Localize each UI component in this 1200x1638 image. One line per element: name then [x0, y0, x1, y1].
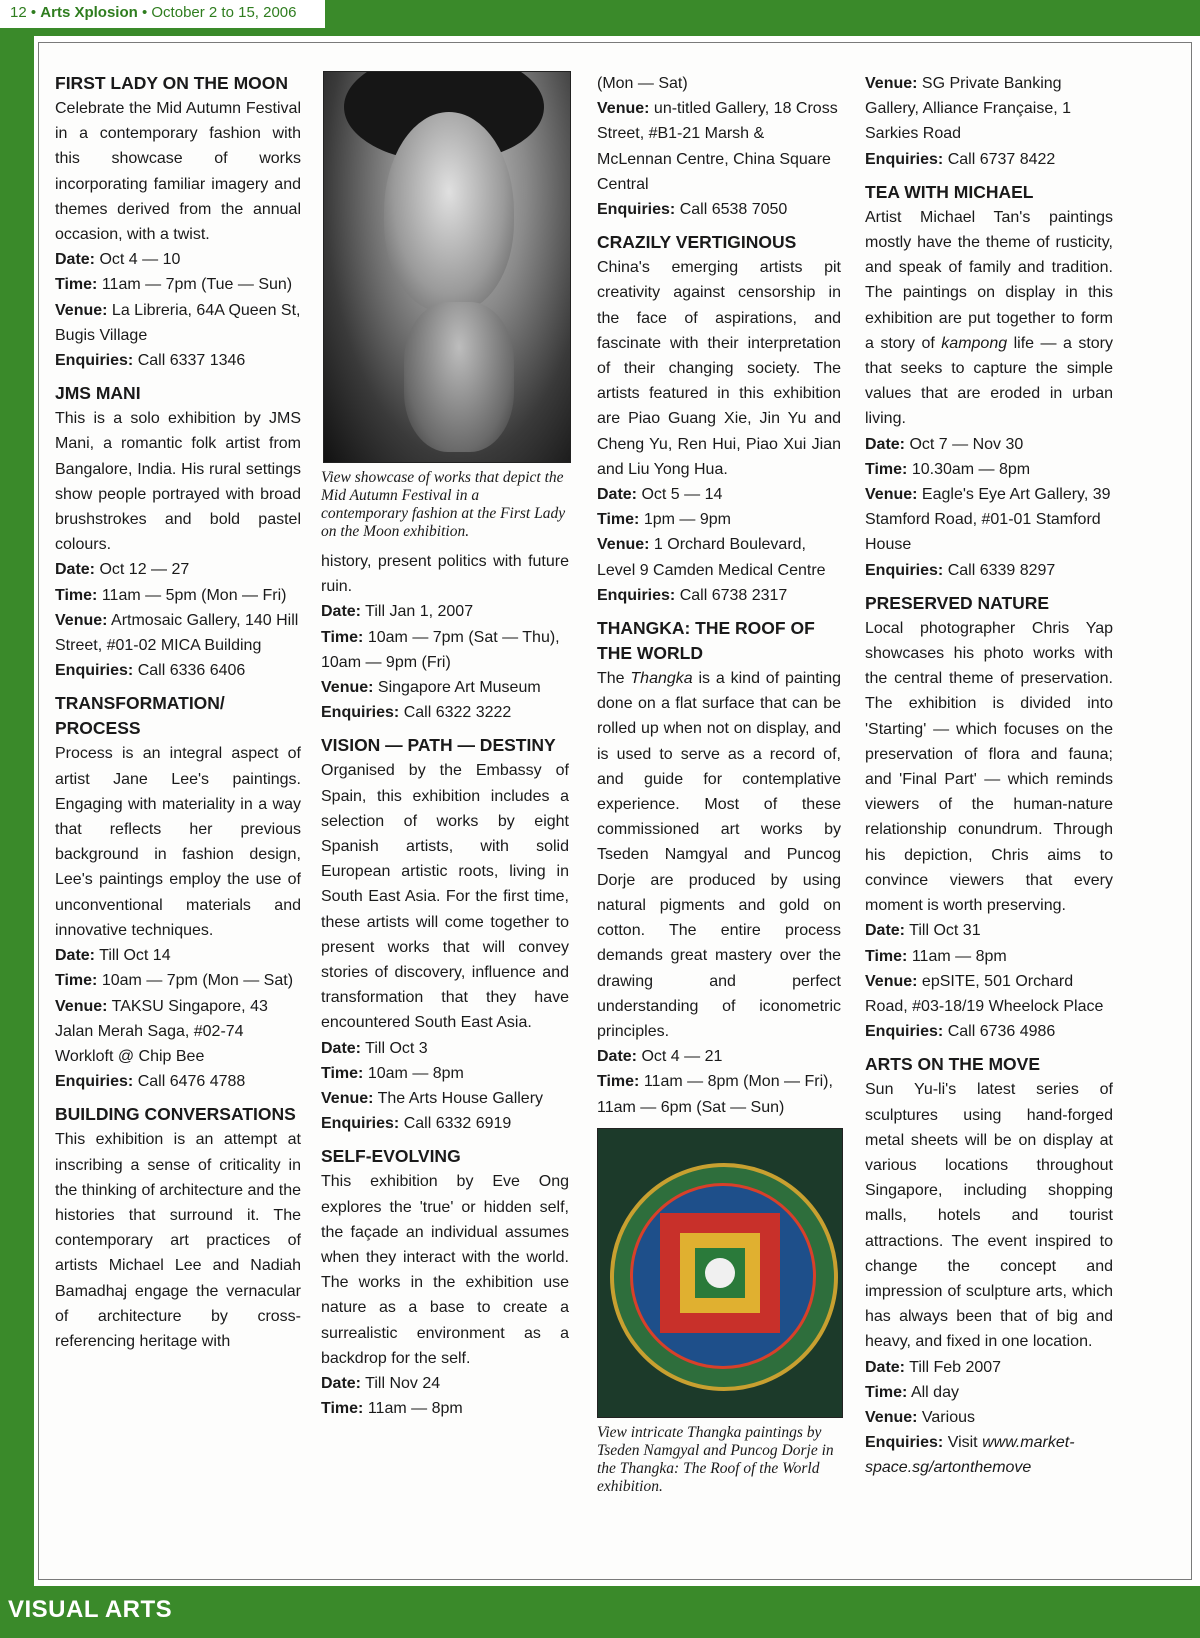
time-line: Time: 11am — 5pm (Mon — Fri): [55, 586, 287, 604]
enquiries-line: Enquiries: Call 6736 4986: [865, 1023, 1056, 1041]
time-line: Time: 1pm — 9pm: [597, 511, 731, 529]
heading-preserved-nature: PRESERVED NATURE: [865, 592, 1050, 613]
body-thangka: The Thangka is a kind of painting done on a flat surface that can be rolled up when not on display, and is used to serve as a record of, and guide for contemplative experience. Most of these commissioned art works by Tseden Namgyal and Puncog Dorje are produced by using natural pigments and gold on cotton. The entire process demands great mastery over the drawing and perfect understanding of iconometric principles.: [597, 670, 842, 1040]
body-first-lady: Celebrate the Mid Autumn Festival in a contemporary fashion with this showcase of works incorporating familiar imagery and themes derived from the annual occasion, with a twist.: [55, 100, 301, 244]
heading-transformation: TRANSFORMATION/ PROCESS: [55, 693, 225, 739]
body-building-continued: history, present politics with future ruin.: [321, 553, 569, 596]
body-building-conversations: This exhibition is an attempt at inscribing a sense of criticality in the thinking of architecture and the histories that surround it. The contemporary art practices of artists Michael Lee and Nadiah Bamadhaj engage the vernacular of architecture by cross-referencing heritage with: [55, 1131, 301, 1350]
heading-first-lady: FIRST LADY ON THE MOON: [55, 73, 289, 93]
heading-jms-mani: JMS MANI: [55, 383, 141, 404]
date-line: Date: Oct 4 — 21: [597, 1048, 723, 1066]
time-line: Time: 11am — 8pm: [321, 1400, 463, 1418]
date-line: Date: Till Oct 31: [865, 922, 981, 940]
heading-arts-on-the-move: ARTS ON THE MOVE: [865, 1054, 1041, 1075]
venue-line: Venue: Various: [865, 1408, 975, 1426]
date-line: Date: Oct 4 — 10: [55, 251, 181, 269]
venue-line: Venue: un-titled Gallery, 18 Cross Street, #B1-21 Marsh & McLennan Centre, China Square Central: [597, 100, 838, 193]
enquiries-line: Enquiries: Call 6538 7050: [597, 201, 788, 219]
venue-line: Venue: The Arts House Gallery: [321, 1090, 544, 1108]
enquiries-line: Enquiries: Visit www.market-space.sg/artonthemove: [865, 1434, 1075, 1477]
body-arts-move: Sun Yu-li's latest series of sculptures using hand-forged metal sheets will be on display at various locations throughout Singapore, including shopping malls, hotels and tourist attractions. The event inspired to change the concept and impression of sculpture arts, which has always been that of big and heavy, and fixed in one location.: [865, 1081, 1113, 1351]
heading-tea-with-michael: TEA WITH MICHAEL: [865, 181, 1034, 202]
thangka-caption: View intricate Thangka paintings by Tseden Namgyal and Puncog Dorje in the Thangka: The Roof of the World exhibition.: [597, 1423, 834, 1495]
article-frame: [38, 42, 1192, 1580]
column-4: [865, 71, 1113, 1481]
heading-self-evolving: SELF-EVOLVING: [321, 1146, 461, 1167]
column-3: [597, 71, 841, 1504]
publication-name: Arts Xplosion: [40, 4, 138, 21]
date-line: Date: Till Oct 3: [321, 1039, 428, 1057]
date-line: Date: Oct 7 — Nov 30: [865, 435, 1024, 453]
thangka-mandala-image: [597, 1128, 843, 1418]
section-label: VISUAL ARTS: [8, 1596, 173, 1623]
time-line: Time: 11am — 8pm: [865, 947, 1007, 965]
heading-vision-path-destiny: VISION — PATH — DESTINY: [321, 735, 556, 756]
venue-line: Venue: SG Private Banking Gallery, Alliance Française, 1 Sarkies Road: [865, 75, 1072, 143]
heading-crazily-vertiginous: CRAZILY VERTIGINOUS: [597, 232, 797, 253]
enquiries-line: Enquiries: Call 6738 2317: [597, 586, 788, 604]
time-line: Time: 10am — 7pm (Mon — Sat): [55, 972, 294, 990]
venue-line: Venue: Eagle's Eye Art Gallery, 39 Stamford Road, #01-01 Stamford House: [865, 486, 1111, 554]
enquiries-line: Enquiries: Call 6737 8422: [865, 150, 1056, 168]
time-line: Time: 10.30am — 8pm: [865, 460, 1031, 478]
venue-line: Venue: epSITE, 501 Orchard Road, #03-18/19 Wheelock Place: [865, 972, 1104, 1015]
date-line: Date: Till Jan 1, 2007: [321, 603, 474, 621]
column-2: [321, 71, 569, 1422]
date-line: Date: Till Oct 14: [55, 947, 171, 965]
date-line: Date: Till Feb 2007: [865, 1358, 1002, 1376]
date-line: Date: Till Nov 24: [321, 1375, 441, 1393]
body-crazily: China's emerging artists pit creativity against censorship in the face of aspirations, and fascinate with their interpretation of their changing society. The artists featured in this exhibition are Piao Guang Xie, Jin Yu and Cheng Yu, Ren Hui, Piao Xui Jian and Liu Yong Hua.: [597, 259, 841, 478]
time-line: Time: 11am — 7pm (Tue — Sun): [55, 276, 293, 294]
time-line: Time: All day: [865, 1383, 959, 1401]
heading-thangka: THANGKA: THE ROOF OF THE WORLD: [597, 618, 815, 664]
page-number: 12: [10, 4, 27, 21]
time-line: Time: 10am — 7pm (Sat — Thu), 10am — 9pm (Fri): [321, 628, 560, 671]
body-self-evolving: This exhibition by Eve Ong explores the 'true' or hidden self, the façade an individual assumes when they interact with the world. The works in the exhibition use nature as a base to create a surrealistic environment as a backdrop for the self.: [321, 1173, 569, 1367]
left-green-band: [0, 36, 34, 1586]
website-link[interactable]: www.market-space.sg/artonthemove: [865, 1434, 1075, 1477]
enquiries-line: Enquiries: Call 6336 6406: [55, 662, 246, 680]
body-vision: Organised by the Embassy of Spain, this exhibition includes a selection of works by eight Spanish artists, with solid European artistic roots, living in South East Asia. For the first time, these artists will come together to present works that will convey stories of discovery, influence and transformation that they have encountered South East Asia.: [321, 762, 569, 1032]
body-tea: Artist Michael Tan's paintings mostly have the theme of rusticity, and speak of family and tradition. The paintings on display in this exhibition are put together to form a story of kampong life — a story that seeks to capture the simple values that are eroded in urban living.: [865, 208, 1113, 428]
enquiries-line: Enquiries: Call 6476 4788: [55, 1073, 246, 1091]
page-header: 12 • Arts Xplosion • October 2 to 15, 2006: [10, 4, 297, 21]
issue-date: October 2 to 15, 2006: [151, 4, 297, 21]
body-jms-mani: This is a solo exhibition by JMS Mani, a romantic folk artist from Bangalore, India. His rural settings show people portrayed with broad brushstrokes and bold pastel colours.: [55, 410, 301, 554]
bottom-green-band: [0, 1586, 1200, 1638]
enquiries-line: Enquiries: Call 6339 8297: [865, 561, 1056, 579]
venue-line: Venue: TAKSU Singapore, 43 Jalan Merah Saga, #02-74 Workloft @ Chip Bee: [55, 997, 268, 1065]
venue-line: Venue: Artmosaic Gallery, 140 Hill Street, #01-02 MICA Building: [55, 611, 299, 655]
venue-line: Venue: La Libreria, 64A Queen St, Bugis Village: [55, 301, 301, 344]
enquiries-line: Enquiries: Call 6332 6919: [321, 1115, 512, 1133]
time-continued: (Mon — Sat): [597, 75, 688, 92]
enquiries-line: Enquiries: Call 6322 3222: [321, 704, 512, 722]
venue-line: Venue: 1 Orchard Boulevard, Level 9 Camden Medical Centre: [597, 536, 826, 579]
date-line: Date: Oct 12 — 27: [55, 561, 190, 579]
time-line: Time: 10am — 8pm: [321, 1064, 464, 1082]
portrait-painting-image: [323, 71, 571, 463]
heading-building-conversations: BUILDING CONVERSATIONS: [55, 1104, 296, 1125]
body-transformation: Process is an integral aspect of artist Jane Lee's paintings. Engaging with materiality in a way that reflects her previous background in fashion design, Lee's paintings employ the use of unconventional materials and innovative techniques.: [55, 745, 301, 939]
venue-line: Venue: Singapore Art Museum: [321, 679, 541, 697]
portrait-caption: View showcase of works that depict the Mid Autumn Festival in a contemporary fashion at the First Lady on the Moon exhibition.: [321, 469, 566, 540]
time-line: Time: 11am — 8pm (Mon — Fri), 11am — 6pm (Sat — Sun): [597, 1073, 833, 1116]
column-1: [55, 71, 301, 1354]
body-preserved: Local photographer Chris Yap showcases his photo works with the central theme of preservation. The exhibition is divided into 'Starting' — which focuses on the preservation of flora and fauna; and 'Final Part' — which reminds viewers of the human-nature relationship conundrum. Through his depiction, Chris aims to convince viewers that every moment is worth preserving.: [865, 619, 1113, 915]
date-line: Date: Oct 5 — 14: [597, 486, 723, 504]
enquiries-line: Enquiries: Call 6337 1346: [55, 352, 246, 370]
